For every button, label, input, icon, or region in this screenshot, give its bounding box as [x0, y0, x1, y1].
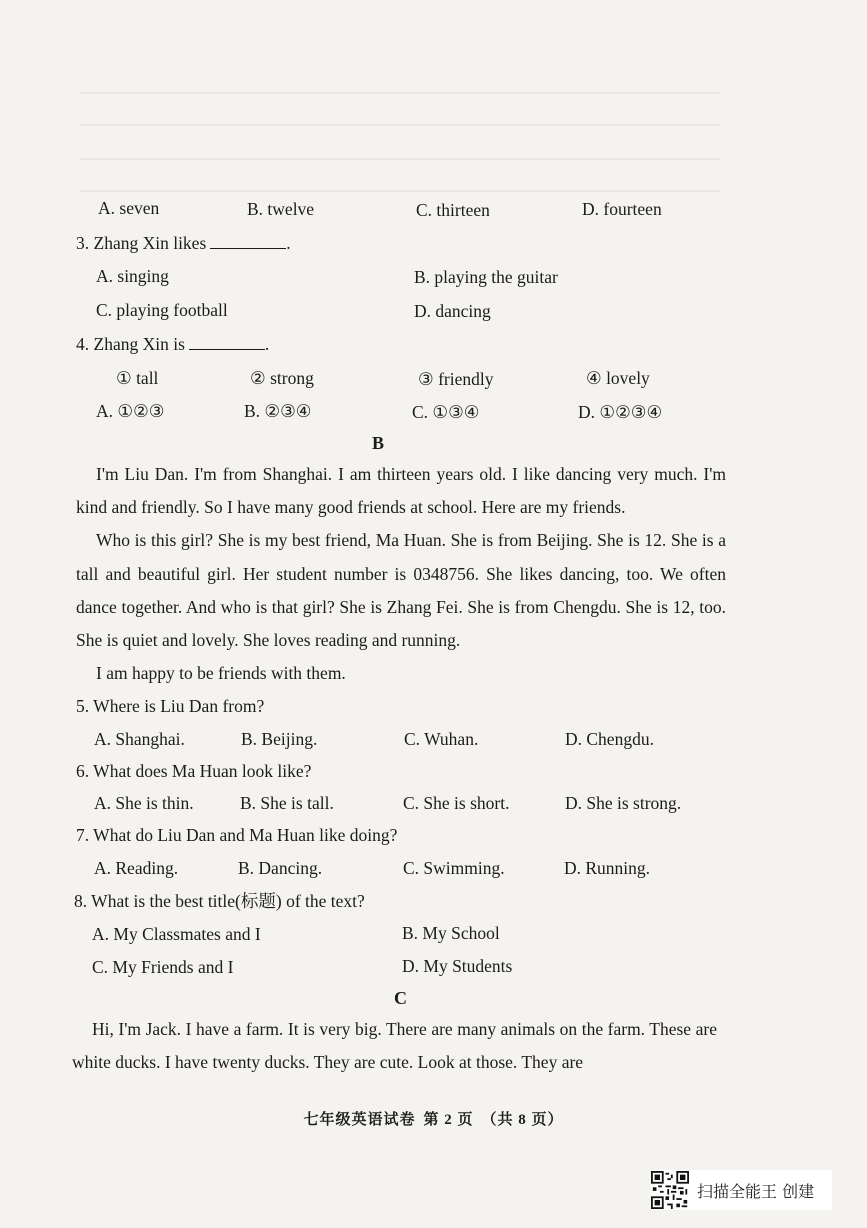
section-b-paragraph-2: Who is this girl? She is my best friend, Ma Huan. She is from Beijing. She is 12. She is a tall and beautiful girl. Her student number is 0348756. She likes dancing, too. We often dance together. And who is that girl? She is Zhang Fei. She is from Chengdu. She is 12, too. She is quiet and lovely. She loves reading and running.	[76, 530, 726, 651]
section-b-paragraph-3: I am happy to be friends with them.	[96, 663, 346, 684]
q5-option-c: C. Wuhan.	[404, 729, 479, 749]
q4-option-a: A. ①②③	[96, 401, 165, 421]
q2-option-b: B. twelve	[247, 199, 315, 219]
q6-option-d: D. She is strong.	[565, 793, 682, 813]
q4-answer-blank	[189, 335, 265, 350]
q4-stem-end: .	[264, 334, 270, 354]
qr-code-icon	[651, 1171, 689, 1209]
bleed-through-line	[80, 158, 720, 160]
q8-option-c: C. My Friends and I	[92, 957, 234, 977]
footer-subject: 七年级英语试卷	[303, 1112, 416, 1128]
q3-answer-blank	[210, 234, 286, 249]
q6-stem: 6. What does Ma Huan look like?	[76, 761, 312, 781]
q7-option-c: C. Swimming.	[403, 858, 505, 878]
q6-option-b: B. She is tall.	[240, 793, 334, 813]
section-c-paragraph-1: Hi, I'm Jack. I have a farm. It is very big. There are many animals on the farm. These are white ducks. I have twenty ducks. They are cute. Look at those. They are	[72, 1019, 717, 1073]
page-footer	[0, 1108, 867, 1129]
q4-option-c: C. ①③④	[412, 402, 480, 422]
q7-stem: 7. What do Liu Dan and Ma Huan like doing?	[76, 825, 398, 845]
section-c-passage	[72, 1013, 717, 1079]
q6-option-a: A. She is thin.	[94, 793, 194, 813]
q7-option-b: B. Dancing.	[238, 858, 323, 878]
section-b-passage	[76, 458, 726, 690]
q3-stem	[76, 232, 291, 254]
q3-stem-end: .	[286, 233, 291, 253]
q6-option-c: C. She is short.	[403, 793, 510, 813]
section-b-paragraph-1: I'm Liu Dan. I'm from Shanghai. I am thirteen years old. I like dancing very much. I'm kind and friendly. So I have many good friends at school. Here are my friends.	[76, 464, 726, 518]
q5-stem: 5. Where is Liu Dan from?	[76, 696, 265, 716]
q4-stem	[76, 333, 269, 355]
q8-stem: 8. What is the best title(标题) of the text?	[74, 891, 365, 911]
q7-option-d: D. Running.	[564, 858, 651, 878]
q4-item-2: ② strong	[250, 368, 314, 388]
q4-item-3: ③ friendly	[418, 369, 494, 389]
q8-option-a: A. My Classmates and I	[92, 924, 261, 944]
q4-option-b: B. ②③④	[244, 401, 312, 421]
bleed-through-line	[80, 124, 720, 126]
q7-option-a: A. Reading.	[94, 858, 179, 878]
q5-option-b: B. Beijing.	[241, 729, 318, 749]
q3-option-d: D. dancing	[414, 301, 491, 321]
bleed-through-line	[80, 190, 720, 192]
q3-option-a: A. singing	[96, 266, 169, 286]
q8-option-d: D. My Students	[402, 956, 513, 976]
q5-option-d: D. Chengdu.	[565, 729, 654, 749]
q4-item-1: ① tall	[116, 368, 159, 388]
scanner-watermark	[651, 1170, 832, 1210]
q2-option-c: C. thirteen	[416, 200, 490, 220]
section-c-heading: C	[394, 988, 407, 1008]
q4-option-d: D. ①②③④	[578, 402, 663, 422]
q3-option-c: C. playing football	[96, 300, 228, 320]
q3-stem-text: 3. Zhang Xin likes	[76, 233, 207, 253]
q3-option-b: B. playing the guitar	[414, 267, 558, 287]
q8-option-b: B. My School	[402, 923, 500, 943]
bleed-through-line	[80, 92, 720, 94]
q5-option-a: A. Shanghai.	[94, 729, 185, 749]
watermark-text: 扫描全能王 创建	[697, 1181, 815, 1201]
footer-page-number: 第 2 页	[423, 1112, 474, 1128]
q4-item-4: ④ lovely	[586, 368, 650, 388]
q2-option-a: A. seven	[98, 198, 160, 218]
footer-total-pages: （共 8 页）	[481, 1112, 564, 1128]
section-b-heading: B	[372, 433, 385, 453]
q4-stem-text: 4. Zhang Xin is	[76, 334, 185, 354]
q2-option-d: D. fourteen	[582, 199, 662, 219]
